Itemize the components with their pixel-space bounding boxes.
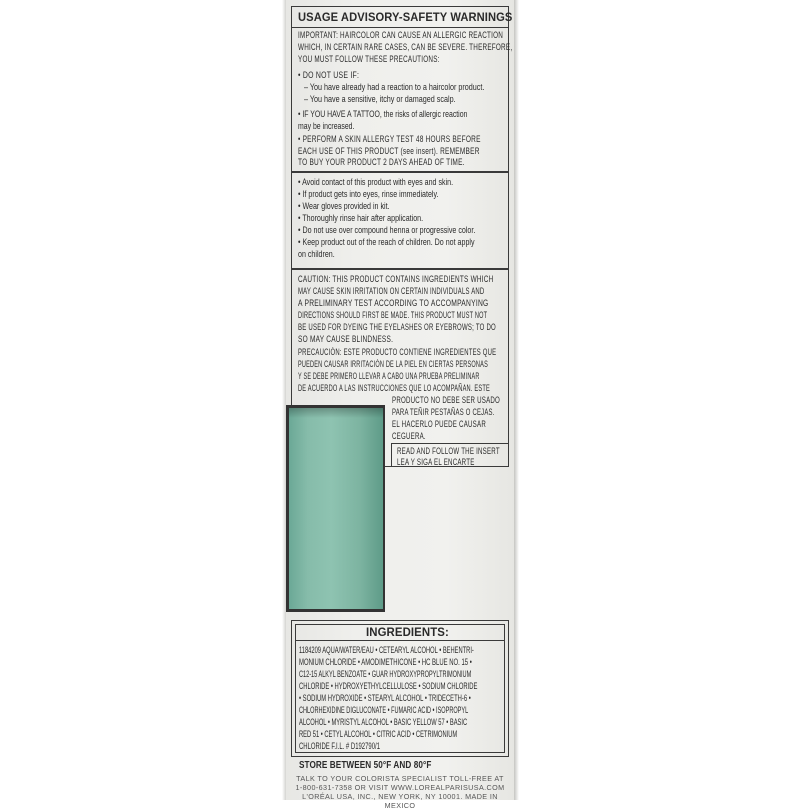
important-line: WHICH, IN CERTAIN RARE CASES, CAN BE SEVERE. THEREFORE, (298, 42, 513, 53)
insert-note-es: LEA Y SIGA EL ENCARTE (397, 457, 475, 468)
ingredient-line: ALCOHOL • MYRISTYL ALCOHOL • BASIC YELLOW 57 • BASIC (299, 717, 468, 728)
precaution-item: • Do not use over compound henna or progressive color. (298, 225, 476, 236)
warnings-title-rule (291, 27, 509, 28)
ingredient-line: RED 51 • CETYL ALCOHOL • CITRIC ACID • CETRIMONIUM (299, 729, 458, 740)
precaucion-line: PRODUCTO NO DEBE SER USADO (392, 395, 501, 406)
precaution-item: on children. (298, 249, 335, 260)
allergy-test-line: TO BUY YOUR PRODUCT 2 DAYS AHEAD OF TIME. (298, 157, 465, 168)
precaucion-line: CEGUERA. (392, 431, 426, 442)
precaucion-line: PUEDEN CAUSAR IRRITACIÓN DE LA PIEL EN CIERTAS PERSONAS (298, 359, 488, 370)
manufacturer-line: L'ORÉAL USA, INC., NEW YORK, NY 10001. MADE IN MEXICO (302, 792, 498, 810)
precaution-item: • Wear gloves provided in kit. (298, 201, 390, 212)
ingredient-line: CHLORHEXIDINE DIGLUCONATE • FUMARIC ACID • ISOPROPYL (299, 705, 469, 716)
ingredient-line: CHLORIDE F.I.L. # D192790/1 (299, 741, 381, 752)
ingredients-title-rule (295, 640, 505, 641)
window-shade (289, 408, 383, 418)
panel-edge-right (514, 0, 519, 800)
tattoo-line: • IF YOU HAVE A TATTOO, the risks of allergic reaction (298, 109, 468, 120)
storage-note: STORE BETWEEN 50°F AND 80°F (299, 759, 432, 771)
allergy-test-line: EACH USE OF THIS PRODUCT (see insert). REMEMBER (298, 146, 480, 157)
ingredient-line: 1184209 AQUA/WATER/EAU • CETEARYL ALCOHOL • BEHENTRI- (299, 645, 474, 656)
product-bottle-view (289, 408, 383, 609)
precaution-item: • Avoid contact of this product with eyes and skin. (298, 177, 454, 188)
precaution-item: • Keep product out of the reach of children. Do not apply (298, 237, 475, 248)
caution-line: DIRECTIONS SHOULD FIRST BE MADE. THIS PRODUCT MUST NOT (298, 310, 488, 321)
ingredients-title: INGREDIENTS: (366, 625, 449, 639)
warnings-title: USAGE ADVISORY-SAFETY WARNINGS (298, 10, 513, 24)
important-line: IMPORTANT: HAIRCOLOR CAN CAUSE AN ALLERGIC REACTION (298, 30, 504, 41)
precaution-item: • If product gets into eyes, rinse immediately. (298, 189, 439, 200)
important-line: YOU MUST FOLLOW THESE PRECAUTIONS: (298, 54, 440, 65)
caution-line: A PRELIMINARY TEST ACCORDING TO ACCOMPANYING (298, 298, 489, 309)
contact-line: 1-800-631-7358 OR VISIT WWW.LOREALPARISUSA.COM (295, 783, 505, 792)
precaucion-line: PRECAUCIÓN: ESTE PRODUCTO CONTIENE INGREDIENTES QUE (298, 347, 497, 358)
reason-item: – You have already had a reaction to a haircolor product. (304, 82, 485, 93)
caution-line: SO MAY CAUSE BLINDNESS. (298, 334, 394, 345)
caution-line: MAY CAUSE SKIN IRRITATION ON CERTAIN INDIVIDUALS AND (298, 286, 485, 297)
caution-line: CAUTION: THIS PRODUCT CONTAINS INGREDIENTS WHICH (298, 274, 494, 285)
precaucion-line: Y SE DEBE PRIMERO LLEVAR A CABO UNA PRUEBA PRELIMINAR (298, 371, 480, 382)
reason-item: – You have a sensitive, itchy or damaged scalp. (304, 94, 456, 105)
ingredient-line: MONIUM CHLORIDE • AMODIMETHICONE • HC BLUE NO. 15 • (299, 657, 472, 668)
ingredient-line: C12-15 ALKYL BENZOATE • GUAR HYDROXYPROPYLTRIMONIUM (299, 669, 472, 680)
ingredient-line: CHLORIDE • HYDROXYETHYLCELLULOSE • SODIUM CHLORIDE (299, 681, 478, 692)
package-window (286, 405, 385, 612)
precaution-item: • Thoroughly rinse hair after application. (298, 213, 424, 224)
precaucion-line: PARA TEÑIR PESTAÑAS O CEJAS. (392, 407, 495, 418)
allergy-test-line: • PERFORM A SKIN ALLERGY TEST 48 HOURS BEFORE (298, 134, 481, 145)
do-not-use-heading: • DO NOT USE IF: (298, 70, 360, 81)
insert-note-en: READ AND FOLLOW THE INSERT (397, 446, 500, 457)
caution-line: BE USED FOR DYEING THE EYELASHES OR EYEBROWS; TO DO (298, 322, 496, 333)
tattoo-line: may be increased. (298, 121, 355, 132)
contact-line: TALK TO YOUR COLORISTA SPECIALIST TOLL-FREE AT (296, 774, 504, 783)
precaucion-line: EL HACERLO PUEDE CAUSAR (392, 419, 486, 430)
ingredient-line: • SODIUM HYDROXIDE • STEARYL ALCOHOL • TRIDECETH-6 • (299, 693, 471, 704)
precaucion-line: DE ACUERDO A LAS INSTRUCCIONES QUE LO ACOMPAÑAN. ESTE (298, 383, 491, 394)
